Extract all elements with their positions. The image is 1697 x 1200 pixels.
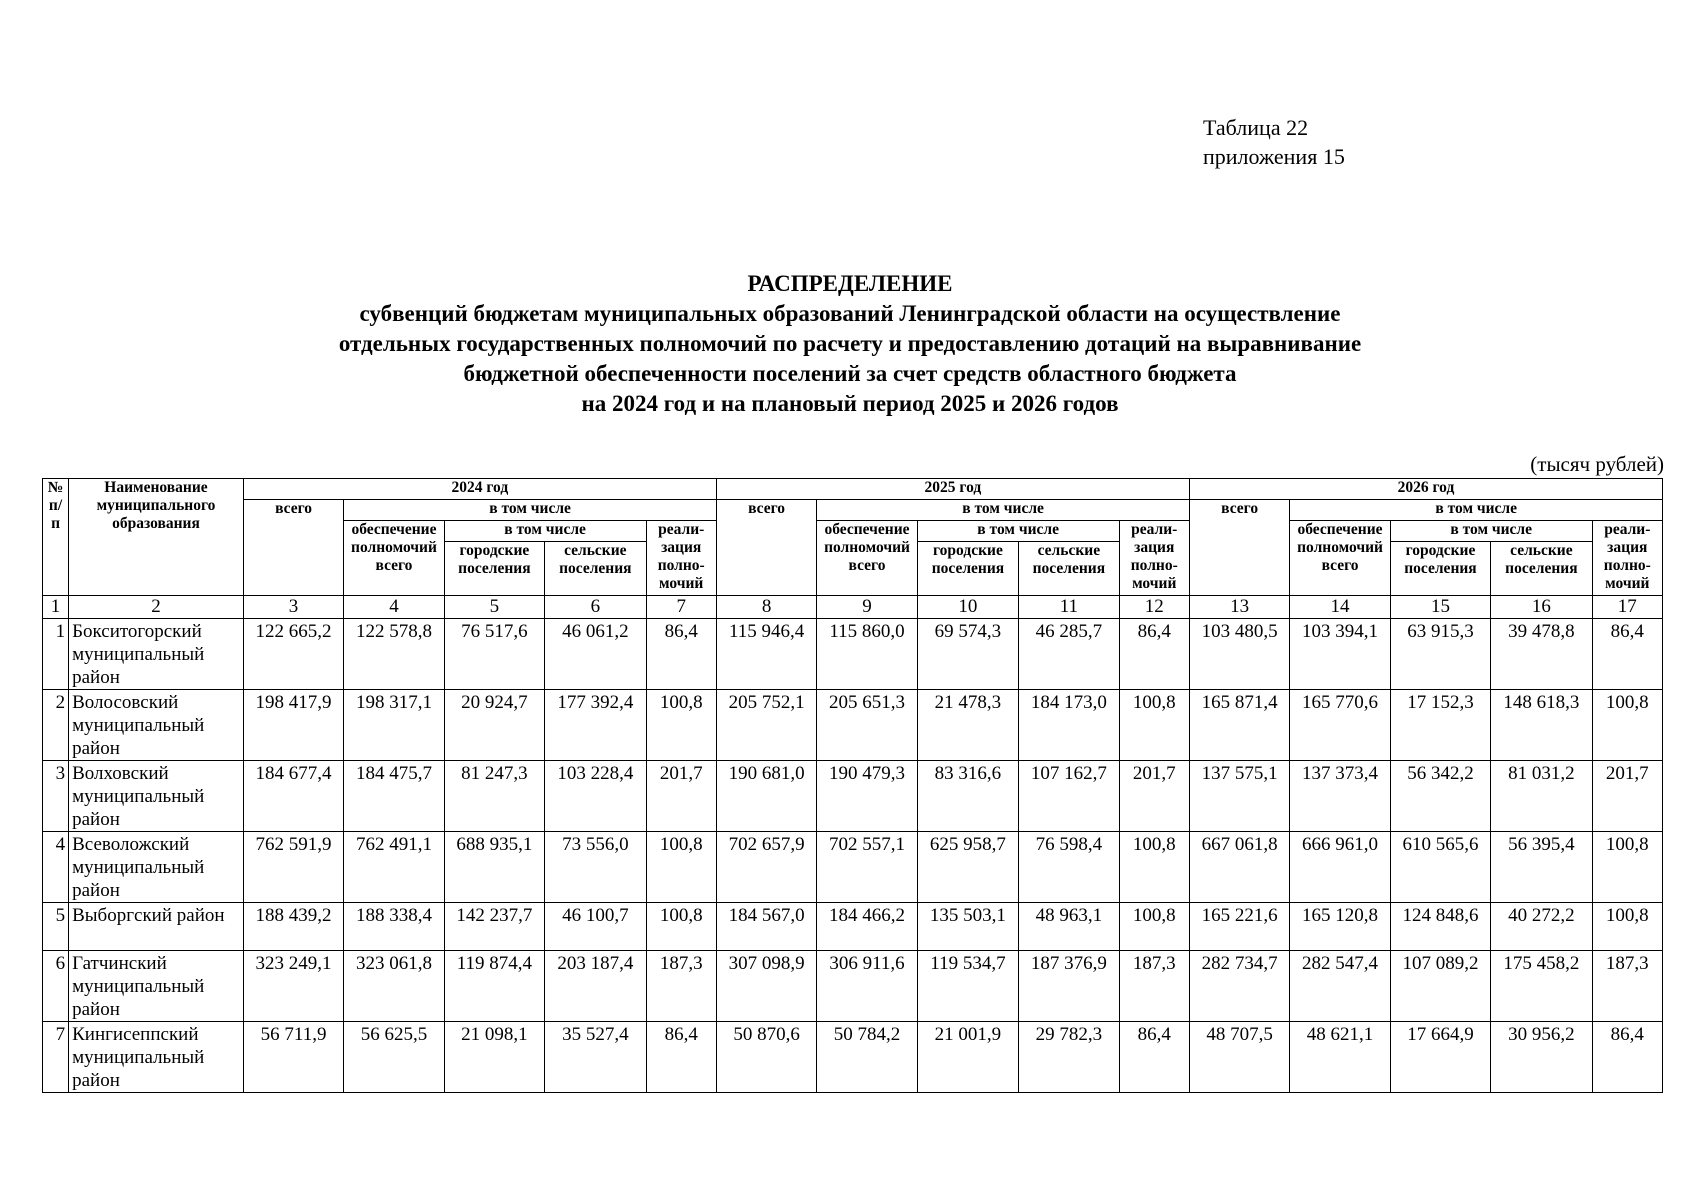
row-number: 3 — [43, 761, 69, 832]
table-cell: 69 574,3 — [917, 619, 1018, 690]
table-cell: 48 707,5 — [1189, 1022, 1289, 1093]
table-cell: 86,4 — [646, 619, 716, 690]
table-cell: 201,7 — [646, 761, 716, 832]
header-including: в том числе — [444, 521, 646, 542]
table-cell: 35 527,4 — [545, 1022, 646, 1093]
table-cell: 201,7 — [1592, 761, 1662, 832]
col-number: 3 — [243, 596, 343, 619]
table-cell: 203 187,4 — [545, 951, 646, 1022]
table-cell: 46 285,7 — [1019, 619, 1119, 690]
table-cell: 100,8 — [1592, 690, 1662, 761]
table-cell: 198 317,1 — [344, 690, 444, 761]
header-including: в том числе — [817, 500, 1190, 521]
column-number-row-group — [43, 596, 1663, 619]
table-cell: 100,8 — [1119, 832, 1189, 903]
col-number: 11 — [1019, 596, 1119, 619]
table-cell: 119 534,7 — [917, 951, 1018, 1022]
table-cell: 20 924,7 — [444, 690, 544, 761]
table-cell: 115 946,4 — [716, 619, 816, 690]
table-cell: 184 466,2 — [817, 903, 917, 951]
table-cell: 56 711,9 — [243, 1022, 343, 1093]
header-year-2024: 2024 год — [243, 479, 716, 500]
table-cell: 148 618,3 — [1491, 690, 1592, 761]
table-cell: 137 575,1 — [1189, 761, 1289, 832]
header-ensure: обеспечение полномочий всего — [817, 521, 917, 596]
col-number: 15 — [1390, 596, 1490, 619]
table-cell: 702 657,9 — [716, 832, 816, 903]
table-body — [43, 619, 1663, 1093]
table-cell: 39 478,8 — [1491, 619, 1592, 690]
col-number: 9 — [817, 596, 917, 619]
table-cell: 190 479,3 — [817, 761, 917, 832]
table-cell: 762 491,1 — [344, 832, 444, 903]
header-including: в том числе — [1290, 500, 1663, 521]
table-cell: 122 665,2 — [243, 619, 343, 690]
table-cell: 56 625,5 — [344, 1022, 444, 1093]
budget-table — [42, 478, 1663, 1093]
table-cell: 198 417,9 — [243, 690, 343, 761]
row-number: 2 — [43, 690, 69, 761]
table-cell: 137 373,4 — [1290, 761, 1390, 832]
header-realize: реали-зация полно-мочий — [1119, 521, 1189, 596]
table-cell: 86,4 — [1592, 619, 1662, 690]
table-cell: 323 249,1 — [243, 951, 343, 1022]
table-cell: 100,8 — [1592, 903, 1662, 951]
col-number: 17 — [1592, 596, 1662, 619]
table-row — [43, 832, 1663, 903]
table-cell: 190 681,0 — [716, 761, 816, 832]
table-cell: 187,3 — [1592, 951, 1662, 1022]
municipality-name: Волосовский муниципальный район — [69, 690, 244, 761]
table-cell: 688 935,1 — [444, 832, 544, 903]
table-cell: 107 162,7 — [1019, 761, 1119, 832]
header-including: в том числе — [917, 521, 1119, 542]
title-line-2: субвенций бюджетам муниципальных образований Ленинградской области на осуществление — [359, 301, 1341, 326]
table-cell: 86,4 — [646, 1022, 716, 1093]
row-number: 5 — [43, 903, 69, 951]
table-cell: 17 152,3 — [1390, 690, 1490, 761]
header-year-2026: 2026 год — [1189, 479, 1662, 500]
units-label: (тысяч рублей) — [1530, 452, 1664, 476]
table-cell: 46 061,2 — [545, 619, 646, 690]
header-total: всего — [716, 500, 816, 596]
header-name: Наименование муниципального образования — [69, 479, 244, 596]
table-cell: 48 963,1 — [1019, 903, 1119, 951]
table-caption — [1203, 113, 1345, 171]
row-number: 6 — [43, 951, 69, 1022]
header-rural: сельские поселения — [1019, 542, 1119, 596]
table-cell: 323 061,8 — [344, 951, 444, 1022]
table-cell: 165 770,6 — [1290, 690, 1390, 761]
table-cell: 46 100,7 — [545, 903, 646, 951]
header-rural: сельские поселения — [545, 542, 646, 596]
table-cell: 667 061,8 — [1189, 832, 1289, 903]
table-cell: 30 956,2 — [1491, 1022, 1592, 1093]
table-cell: 135 503,1 — [917, 903, 1018, 951]
table-cell: 184 677,4 — [243, 761, 343, 832]
table-cell: 177 392,4 — [545, 690, 646, 761]
table-cell: 307 098,9 — [716, 951, 816, 1022]
table-cell: 86,4 — [1119, 1022, 1189, 1093]
table-cell: 165 871,4 — [1189, 690, 1289, 761]
col-number: 13 — [1189, 596, 1289, 619]
table-cell: 175 458,2 — [1491, 951, 1592, 1022]
caption-appendix-number: приложения 15 — [1203, 144, 1345, 169]
header-ensure: обеспечение полномочий всего — [344, 521, 444, 596]
table-cell: 115 860,0 — [817, 619, 917, 690]
col-number: 10 — [917, 596, 1018, 619]
table-cell: 282 734,7 — [1189, 951, 1289, 1022]
title-line-5: на 2024 год и на плановый период 2025 и 2026 годов — [581, 391, 1119, 416]
table-cell: 625 958,7 — [917, 832, 1018, 903]
header-urban: городские поселения — [1390, 542, 1490, 596]
table-cell: 184 173,0 — [1019, 690, 1119, 761]
table-cell: 610 565,6 — [1390, 832, 1490, 903]
table-cell: 107 089,2 — [1390, 951, 1490, 1022]
table-cell: 21 001,9 — [917, 1022, 1018, 1093]
table-cell: 81 247,3 — [444, 761, 544, 832]
row-number: 4 — [43, 832, 69, 903]
table-cell: 184 567,0 — [716, 903, 816, 951]
table-row — [43, 761, 1663, 832]
municipality-name: Бокситогорский муниципальный район — [69, 619, 244, 690]
table-cell: 188 338,4 — [344, 903, 444, 951]
header-including: в том числе — [344, 500, 717, 521]
municipality-name: Волховский муниципальный район — [69, 761, 244, 832]
table-row — [43, 951, 1663, 1022]
header-urban: городские поселения — [917, 542, 1018, 596]
table-cell: 119 874,4 — [444, 951, 544, 1022]
header-year-2025: 2025 год — [716, 479, 1189, 500]
col-number: 7 — [646, 596, 716, 619]
table-row — [43, 619, 1663, 690]
table-cell: 40 272,2 — [1491, 903, 1592, 951]
table-cell: 205 651,3 — [817, 690, 917, 761]
table-cell: 100,8 — [646, 690, 716, 761]
table-cell: 165 221,6 — [1189, 903, 1289, 951]
table-cell: 17 664,9 — [1390, 1022, 1490, 1093]
col-number: 12 — [1119, 596, 1189, 619]
table-cell: 100,8 — [1119, 903, 1189, 951]
col-number: 4 — [344, 596, 444, 619]
municipality-name: Гатчинский муниципальный район — [69, 951, 244, 1022]
header-ensure: обеспечение полномочий всего — [1290, 521, 1390, 596]
table-cell: 165 120,8 — [1290, 903, 1390, 951]
title-line-4: бюджетной обеспеченности поселений за счет средств областного бюджета — [463, 361, 1237, 386]
table-cell: 124 848,6 — [1390, 903, 1490, 951]
table-cell: 201,7 — [1119, 761, 1189, 832]
table-cell: 48 621,1 — [1290, 1022, 1390, 1093]
table-cell: 122 578,8 — [344, 619, 444, 690]
table-cell: 29 782,3 — [1019, 1022, 1119, 1093]
header-rural: сельские поселения — [1491, 542, 1592, 596]
title-line-1: РАСПРЕДЕЛЕНИЕ — [747, 271, 953, 296]
header-num: № п/п — [43, 479, 69, 596]
header-urban: городские поселения — [444, 542, 544, 596]
col-number: 8 — [716, 596, 816, 619]
col-number: 14 — [1290, 596, 1390, 619]
municipality-name: Выборгский район — [69, 903, 244, 951]
table-cell: 81 031,2 — [1491, 761, 1592, 832]
table-cell: 63 915,3 — [1390, 619, 1490, 690]
table-cell: 100,8 — [646, 832, 716, 903]
col-number: 1 — [43, 596, 69, 619]
table-cell: 73 556,0 — [545, 832, 646, 903]
row-number: 7 — [43, 1022, 69, 1093]
title-line-3: отдельных государственных полномочий по расчету и предоставлению дотаций на выравнивание — [338, 331, 1362, 356]
table-cell: 666 961,0 — [1290, 832, 1390, 903]
table-cell: 103 480,5 — [1189, 619, 1289, 690]
municipality-name: Кингисеппский муниципальный район — [69, 1022, 244, 1093]
table-cell: 702 557,1 — [817, 832, 917, 903]
table-cell: 205 752,1 — [716, 690, 816, 761]
table-cell: 100,8 — [646, 903, 716, 951]
table-cell: 100,8 — [1119, 690, 1189, 761]
table-cell: 50 784,2 — [817, 1022, 917, 1093]
header-realize: реали-зация полно-мочий — [646, 521, 716, 596]
col-number: 2 — [69, 596, 244, 619]
table-cell: 103 228,4 — [545, 761, 646, 832]
col-number: 16 — [1491, 596, 1592, 619]
table-cell: 21 098,1 — [444, 1022, 544, 1093]
table-row — [43, 903, 1663, 951]
header-total: всего — [243, 500, 343, 596]
table-row — [43, 1022, 1663, 1093]
table-cell: 187,3 — [1119, 951, 1189, 1022]
table-cell: 56 395,4 — [1491, 832, 1592, 903]
table-cell: 76 598,4 — [1019, 832, 1119, 903]
table-cell: 56 342,2 — [1390, 761, 1490, 832]
table-cell: 142 237,7 — [444, 903, 544, 951]
header-including: в том числе — [1390, 521, 1592, 542]
caption-table-number: Таблица 22 — [1203, 115, 1309, 140]
table-cell: 762 591,9 — [243, 832, 343, 903]
table-cell: 86,4 — [1592, 1022, 1662, 1093]
table-cell: 50 870,6 — [716, 1022, 816, 1093]
table-header — [43, 479, 1663, 596]
header-total: всего — [1189, 500, 1289, 596]
table-cell: 103 394,1 — [1290, 619, 1390, 690]
column-number-row — [43, 596, 1663, 619]
table-cell: 21 478,3 — [917, 690, 1018, 761]
table-cell: 86,4 — [1119, 619, 1189, 690]
table-cell: 187 376,9 — [1019, 951, 1119, 1022]
document-title — [150, 269, 1550, 419]
municipality-name: Всеволожский муниципальный район — [69, 832, 244, 903]
table-row — [43, 690, 1663, 761]
header-realize: реали-зация полно-мочий — [1592, 521, 1662, 596]
table-cell: 282 547,4 — [1290, 951, 1390, 1022]
col-number: 5 — [444, 596, 544, 619]
table-cell: 100,8 — [1592, 832, 1662, 903]
table-cell: 188 439,2 — [243, 903, 343, 951]
table-cell: 83 316,6 — [917, 761, 1018, 832]
table-cell: 306 911,6 — [817, 951, 917, 1022]
table-cell: 187,3 — [646, 951, 716, 1022]
row-number: 1 — [43, 619, 69, 690]
table-cell: 76 517,6 — [444, 619, 544, 690]
col-number: 6 — [545, 596, 646, 619]
table-cell: 184 475,7 — [344, 761, 444, 832]
